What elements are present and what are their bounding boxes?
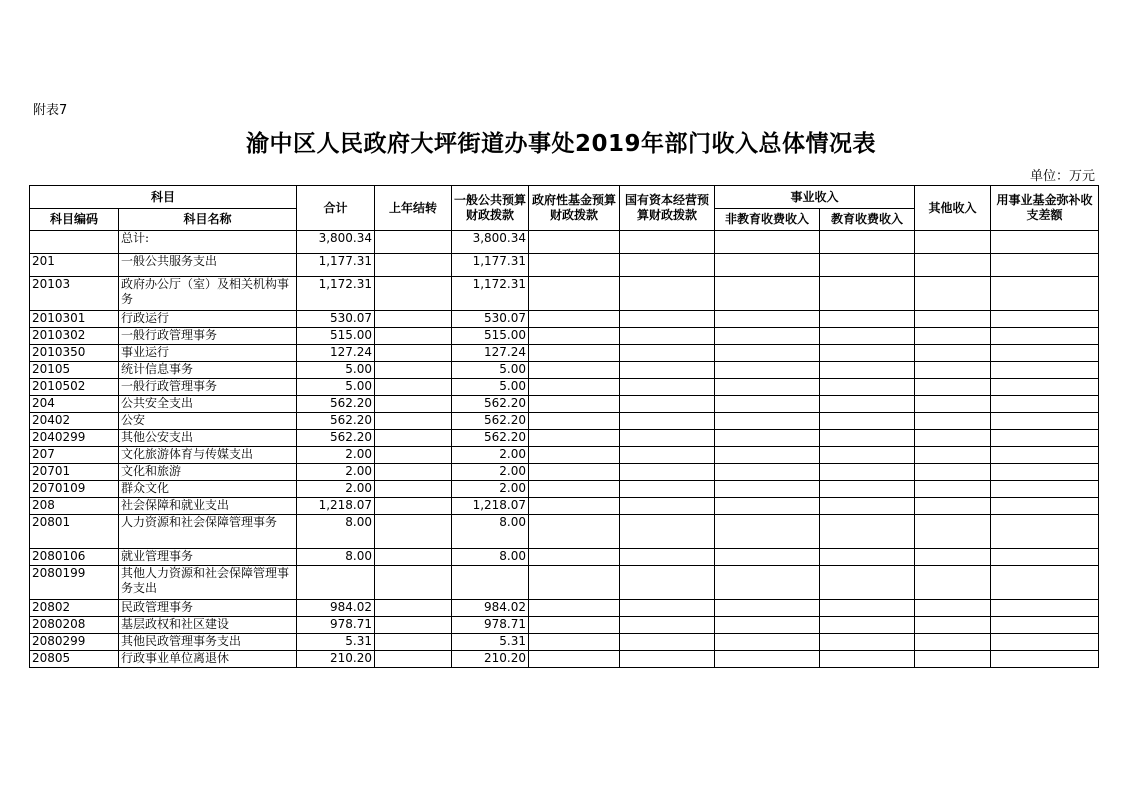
cell-non-edu-fee bbox=[715, 634, 820, 651]
table-row bbox=[30, 464, 1099, 481]
cell-other-income bbox=[915, 328, 991, 345]
cell-gov-fund bbox=[529, 549, 620, 566]
cell-general-budget: 515.00 bbox=[452, 328, 529, 345]
cell-state-capital bbox=[620, 345, 715, 362]
cell-subject-name: 总计: bbox=[119, 231, 297, 254]
cell-state-capital bbox=[620, 498, 715, 515]
cell-general-budget: 1,177.31 bbox=[452, 254, 529, 277]
cell-gov-fund bbox=[529, 515, 620, 549]
cell-non-edu-fee bbox=[715, 328, 820, 345]
cell-state-capital bbox=[620, 464, 715, 481]
cell-fund-offset bbox=[991, 231, 1099, 254]
header-business-income: 事业收入 bbox=[715, 186, 915, 209]
cell-edu-fee bbox=[820, 413, 915, 430]
cell-non-edu-fee bbox=[715, 600, 820, 617]
cell-other-income bbox=[915, 277, 991, 311]
cell-edu-fee bbox=[820, 231, 915, 254]
cell-state-capital bbox=[620, 231, 715, 254]
cell-total: 2.00 bbox=[297, 481, 375, 498]
cell-subject-code: 207 bbox=[30, 447, 119, 464]
cell-fund-offset bbox=[991, 651, 1099, 668]
cell-edu-fee bbox=[820, 634, 915, 651]
cell-other-income bbox=[915, 362, 991, 379]
cell-carryover bbox=[375, 617, 452, 634]
cell-total: 1,218.07 bbox=[297, 498, 375, 515]
cell-subject-code: 20105 bbox=[30, 362, 119, 379]
cell-other-income bbox=[915, 396, 991, 413]
cell-other-income bbox=[915, 481, 991, 498]
cell-carryover bbox=[375, 379, 452, 396]
cell-gov-fund bbox=[529, 566, 620, 600]
cell-fund-offset bbox=[991, 600, 1099, 617]
cell-subject-name: 公安 bbox=[119, 413, 297, 430]
cell-total: 3,800.34 bbox=[297, 231, 375, 254]
cell-fund-offset bbox=[991, 311, 1099, 328]
cell-gov-fund bbox=[529, 345, 620, 362]
cell-gov-fund bbox=[529, 277, 620, 311]
cell-subject-name: 其他公安支出 bbox=[119, 430, 297, 447]
cell-fund-offset bbox=[991, 379, 1099, 396]
cell-subject-name: 就业管理事务 bbox=[119, 549, 297, 566]
cell-fund-offset bbox=[991, 498, 1099, 515]
cell-total: 2.00 bbox=[297, 447, 375, 464]
cell-subject-name: 一般行政管理事务 bbox=[119, 328, 297, 345]
cell-state-capital bbox=[620, 600, 715, 617]
cell-general-budget: 2.00 bbox=[452, 447, 529, 464]
cell-gov-fund bbox=[529, 634, 620, 651]
cell-other-income bbox=[915, 464, 991, 481]
cell-state-capital bbox=[620, 277, 715, 311]
table-row bbox=[30, 430, 1099, 447]
cell-carryover bbox=[375, 634, 452, 651]
cell-other-income bbox=[915, 515, 991, 549]
cell-gov-fund bbox=[529, 328, 620, 345]
cell-state-capital bbox=[620, 413, 715, 430]
cell-subject-name: 统计信息事务 bbox=[119, 362, 297, 379]
table-row bbox=[30, 515, 1099, 549]
cell-total: 978.71 bbox=[297, 617, 375, 634]
cell-subject-name: 人力资源和社会保障管理事务 bbox=[119, 515, 297, 549]
cell-general-budget: 3,800.34 bbox=[452, 231, 529, 254]
cell-carryover bbox=[375, 345, 452, 362]
cell-carryover bbox=[375, 600, 452, 617]
cell-other-income bbox=[915, 498, 991, 515]
cell-gov-fund bbox=[529, 231, 620, 254]
cell-non-edu-fee bbox=[715, 515, 820, 549]
cell-other-income bbox=[915, 651, 991, 668]
cell-fund-offset bbox=[991, 481, 1099, 498]
cell-subject-code: 2080299 bbox=[30, 634, 119, 651]
cell-subject-name: 其他人力资源和社会保障管理事务支出 bbox=[119, 566, 297, 600]
cell-other-income bbox=[915, 634, 991, 651]
cell-subject-name: 行政事业单位离退休 bbox=[119, 651, 297, 668]
cell-subject-code: 20402 bbox=[30, 413, 119, 430]
cell-subject-code: 20801 bbox=[30, 515, 119, 549]
cell-subject-code bbox=[30, 231, 119, 254]
table-row bbox=[30, 396, 1099, 413]
table-row bbox=[30, 498, 1099, 515]
cell-state-capital bbox=[620, 549, 715, 566]
cell-subject-name: 文化旅游体育与传媒支出 bbox=[119, 447, 297, 464]
cell-subject-name: 文化和旅游 bbox=[119, 464, 297, 481]
cell-state-capital bbox=[620, 254, 715, 277]
cell-non-edu-fee bbox=[715, 396, 820, 413]
cell-carryover bbox=[375, 396, 452, 413]
header-subject-code: 科目编码 bbox=[30, 209, 119, 231]
cell-carryover bbox=[375, 515, 452, 549]
cell-gov-fund bbox=[529, 379, 620, 396]
cell-fund-offset bbox=[991, 515, 1099, 549]
header-non-edu-fee: 非教育收费收入 bbox=[715, 209, 820, 231]
cell-edu-fee bbox=[820, 481, 915, 498]
cell-carryover bbox=[375, 231, 452, 254]
cell-general-budget: 8.00 bbox=[452, 549, 529, 566]
cell-state-capital bbox=[620, 566, 715, 600]
cell-total: 1,172.31 bbox=[297, 277, 375, 311]
header-fund-offset: 用事业基金弥补收支差额 bbox=[991, 186, 1099, 231]
cell-subject-code: 2040299 bbox=[30, 430, 119, 447]
cell-total: 5.31 bbox=[297, 634, 375, 651]
cell-carryover bbox=[375, 413, 452, 430]
cell-state-capital bbox=[620, 634, 715, 651]
cell-general-budget: 2.00 bbox=[452, 464, 529, 481]
cell-fund-offset bbox=[991, 430, 1099, 447]
cell-non-edu-fee bbox=[715, 254, 820, 277]
cell-general-budget: 8.00 bbox=[452, 515, 529, 549]
cell-subject-code: 20701 bbox=[30, 464, 119, 481]
table-row bbox=[30, 413, 1099, 430]
cell-general-budget: 5.31 bbox=[452, 634, 529, 651]
cell-non-edu-fee bbox=[715, 498, 820, 515]
cell-general-budget: 978.71 bbox=[452, 617, 529, 634]
cell-subject-code: 201 bbox=[30, 254, 119, 277]
table-row bbox=[30, 549, 1099, 566]
cell-subject-code: 2080106 bbox=[30, 549, 119, 566]
cell-general-budget: 562.20 bbox=[452, 396, 529, 413]
table-row bbox=[30, 345, 1099, 362]
table-row bbox=[30, 617, 1099, 634]
cell-non-edu-fee bbox=[715, 651, 820, 668]
cell-carryover bbox=[375, 447, 452, 464]
cell-other-income bbox=[915, 254, 991, 277]
cell-fund-offset bbox=[991, 328, 1099, 345]
cell-edu-fee bbox=[820, 379, 915, 396]
cell-carryover bbox=[375, 254, 452, 277]
cell-total: 8.00 bbox=[297, 515, 375, 549]
cell-total: 127.24 bbox=[297, 345, 375, 362]
cell-carryover bbox=[375, 651, 452, 668]
cell-gov-fund bbox=[529, 481, 620, 498]
cell-non-edu-fee bbox=[715, 413, 820, 430]
cell-total: 210.20 bbox=[297, 651, 375, 668]
cell-total: 5.00 bbox=[297, 362, 375, 379]
cell-state-capital bbox=[620, 430, 715, 447]
cell-gov-fund bbox=[529, 430, 620, 447]
cell-non-edu-fee bbox=[715, 430, 820, 447]
cell-subject-name: 社会保障和就业支出 bbox=[119, 498, 297, 515]
cell-total: 984.02 bbox=[297, 600, 375, 617]
cell-subject-name: 一般行政管理事务 bbox=[119, 379, 297, 396]
table-row bbox=[30, 447, 1099, 464]
cell-edu-fee bbox=[820, 651, 915, 668]
cell-non-edu-fee bbox=[715, 447, 820, 464]
cell-edu-fee bbox=[820, 328, 915, 345]
cell-subject-code: 20805 bbox=[30, 651, 119, 668]
cell-other-income bbox=[915, 549, 991, 566]
page-title: 渝中区人民政府大坪街道办事处2019年部门收入总体情况表 bbox=[245, 131, 876, 157]
cell-total: 530.07 bbox=[297, 311, 375, 328]
cell-total: 5.00 bbox=[297, 379, 375, 396]
table-row bbox=[30, 651, 1099, 668]
cell-general-budget: 127.24 bbox=[452, 345, 529, 362]
cell-fund-offset bbox=[991, 396, 1099, 413]
cell-gov-fund bbox=[529, 254, 620, 277]
cell-carryover bbox=[375, 566, 452, 600]
cell-total: 8.00 bbox=[297, 549, 375, 566]
cell-gov-fund bbox=[529, 413, 620, 430]
table-row bbox=[30, 231, 1099, 254]
table-row bbox=[30, 277, 1099, 311]
cell-subject-code: 20103 bbox=[30, 277, 119, 311]
annex-label: 附表7 bbox=[33, 103, 68, 118]
cell-fund-offset bbox=[991, 413, 1099, 430]
table-row bbox=[30, 634, 1099, 651]
cell-state-capital bbox=[620, 617, 715, 634]
cell-non-edu-fee bbox=[715, 231, 820, 254]
cell-fund-offset bbox=[991, 362, 1099, 379]
cell-non-edu-fee bbox=[715, 362, 820, 379]
cell-edu-fee bbox=[820, 430, 915, 447]
cell-subject-code: 2080208 bbox=[30, 617, 119, 634]
table-row bbox=[30, 254, 1099, 277]
cell-subject-code: 2010302 bbox=[30, 328, 119, 345]
cell-state-capital bbox=[620, 651, 715, 668]
cell-total: 562.20 bbox=[297, 413, 375, 430]
cell-fund-offset bbox=[991, 566, 1099, 600]
table-header bbox=[30, 186, 1099, 231]
cell-fund-offset bbox=[991, 277, 1099, 311]
cell-other-income bbox=[915, 430, 991, 447]
cell-gov-fund bbox=[529, 447, 620, 464]
cell-other-income bbox=[915, 413, 991, 430]
cell-subject-name: 政府办公厅（室）及相关机构事务 bbox=[119, 277, 297, 311]
cell-carryover bbox=[375, 328, 452, 345]
cell-general-budget: 5.00 bbox=[452, 362, 529, 379]
cell-total: 1,177.31 bbox=[297, 254, 375, 277]
cell-fund-offset bbox=[991, 345, 1099, 362]
cell-general-budget: 5.00 bbox=[452, 379, 529, 396]
cell-subject-name: 行政运行 bbox=[119, 311, 297, 328]
cell-edu-fee bbox=[820, 396, 915, 413]
cell-carryover bbox=[375, 311, 452, 328]
cell-non-edu-fee bbox=[715, 464, 820, 481]
cell-subject-code: 2010502 bbox=[30, 379, 119, 396]
cell-non-edu-fee bbox=[715, 345, 820, 362]
cell-carryover bbox=[375, 362, 452, 379]
cell-edu-fee bbox=[820, 254, 915, 277]
cell-edu-fee bbox=[820, 345, 915, 362]
cell-total: 2.00 bbox=[297, 464, 375, 481]
cell-state-capital bbox=[620, 447, 715, 464]
cell-carryover bbox=[375, 481, 452, 498]
header-subject: 科目 bbox=[30, 186, 297, 209]
cell-carryover bbox=[375, 549, 452, 566]
cell-subject-code: 2010301 bbox=[30, 311, 119, 328]
cell-edu-fee bbox=[820, 311, 915, 328]
table-row bbox=[30, 311, 1099, 328]
cell-general-budget bbox=[452, 566, 529, 600]
cell-general-budget: 210.20 bbox=[452, 651, 529, 668]
cell-subject-name: 民政管理事务 bbox=[119, 600, 297, 617]
cell-fund-offset bbox=[991, 617, 1099, 634]
table-row bbox=[30, 362, 1099, 379]
cell-gov-fund bbox=[529, 617, 620, 634]
cell-state-capital bbox=[620, 396, 715, 413]
cell-edu-fee bbox=[820, 549, 915, 566]
header-general-budget: 一般公共预算财政拨款 bbox=[452, 186, 529, 231]
cell-subject-name: 事业运行 bbox=[119, 345, 297, 362]
cell-other-income bbox=[915, 311, 991, 328]
cell-fund-offset bbox=[991, 254, 1099, 277]
table-row bbox=[30, 600, 1099, 617]
cell-subject-name: 群众文化 bbox=[119, 481, 297, 498]
cell-state-capital bbox=[620, 515, 715, 549]
header-edu-fee: 教育收费收入 bbox=[820, 209, 915, 231]
table-row bbox=[30, 481, 1099, 498]
cell-other-income bbox=[915, 379, 991, 396]
cell-subject-code: 2080199 bbox=[30, 566, 119, 600]
cell-gov-fund bbox=[529, 600, 620, 617]
cell-gov-fund bbox=[529, 396, 620, 413]
header-gov-fund: 政府性基金预算财政拨款 bbox=[529, 186, 620, 231]
cell-state-capital bbox=[620, 311, 715, 328]
header-total: 合计 bbox=[297, 186, 375, 231]
cell-non-edu-fee bbox=[715, 566, 820, 600]
cell-fund-offset bbox=[991, 549, 1099, 566]
cell-subject-code: 20802 bbox=[30, 600, 119, 617]
cell-other-income bbox=[915, 447, 991, 464]
cell-other-income bbox=[915, 566, 991, 600]
cell-edu-fee bbox=[820, 447, 915, 464]
table-body bbox=[30, 231, 1099, 668]
header-subject-name: 科目名称 bbox=[119, 209, 297, 231]
table-row bbox=[30, 328, 1099, 345]
cell-total: 562.20 bbox=[297, 430, 375, 447]
cell-fund-offset bbox=[991, 634, 1099, 651]
cell-other-income bbox=[915, 231, 991, 254]
cell-non-edu-fee bbox=[715, 311, 820, 328]
cell-non-edu-fee bbox=[715, 379, 820, 396]
cell-subject-name: 一般公共服务支出 bbox=[119, 254, 297, 277]
cell-total bbox=[297, 566, 375, 600]
cell-edu-fee bbox=[820, 566, 915, 600]
cell-non-edu-fee bbox=[715, 617, 820, 634]
cell-total: 562.20 bbox=[297, 396, 375, 413]
cell-gov-fund bbox=[529, 651, 620, 668]
cell-edu-fee bbox=[820, 362, 915, 379]
cell-other-income bbox=[915, 345, 991, 362]
cell-general-budget: 1,218.07 bbox=[452, 498, 529, 515]
cell-state-capital bbox=[620, 379, 715, 396]
cell-state-capital bbox=[620, 362, 715, 379]
cell-total: 515.00 bbox=[297, 328, 375, 345]
header-state-capital: 国有资本经营预算财政拨款 bbox=[620, 186, 715, 231]
cell-subject-code: 208 bbox=[30, 498, 119, 515]
cell-state-capital bbox=[620, 481, 715, 498]
cell-subject-code: 2070109 bbox=[30, 481, 119, 498]
cell-general-budget: 984.02 bbox=[452, 600, 529, 617]
cell-edu-fee bbox=[820, 498, 915, 515]
cell-fund-offset bbox=[991, 464, 1099, 481]
header-other-income: 其他收入 bbox=[915, 186, 991, 231]
cell-gov-fund bbox=[529, 498, 620, 515]
cell-state-capital bbox=[620, 328, 715, 345]
income-table bbox=[29, 185, 1099, 668]
cell-subject-code: 2010350 bbox=[30, 345, 119, 362]
cell-gov-fund bbox=[529, 464, 620, 481]
cell-edu-fee bbox=[820, 617, 915, 634]
cell-edu-fee bbox=[820, 464, 915, 481]
unit-label: 单位：万元 bbox=[1029, 169, 1095, 184]
cell-general-budget: 562.20 bbox=[452, 413, 529, 430]
cell-carryover bbox=[375, 464, 452, 481]
cell-carryover bbox=[375, 430, 452, 447]
header-carryover: 上年结转 bbox=[375, 186, 452, 231]
table-row bbox=[30, 566, 1099, 600]
cell-general-budget: 562.20 bbox=[452, 430, 529, 447]
table-row bbox=[30, 379, 1099, 396]
cell-fund-offset bbox=[991, 447, 1099, 464]
cell-edu-fee bbox=[820, 515, 915, 549]
cell-gov-fund bbox=[529, 362, 620, 379]
cell-subject-name: 公共安全支出 bbox=[119, 396, 297, 413]
cell-other-income bbox=[915, 617, 991, 634]
cell-subject-name: 基层政权和社区建设 bbox=[119, 617, 297, 634]
cell-other-income bbox=[915, 600, 991, 617]
cell-edu-fee bbox=[820, 600, 915, 617]
cell-gov-fund bbox=[529, 311, 620, 328]
cell-non-edu-fee bbox=[715, 277, 820, 311]
cell-non-edu-fee bbox=[715, 549, 820, 566]
cell-carryover bbox=[375, 277, 452, 311]
cell-edu-fee bbox=[820, 277, 915, 311]
cell-general-budget: 1,172.31 bbox=[452, 277, 529, 311]
cell-carryover bbox=[375, 498, 452, 515]
cell-general-budget: 2.00 bbox=[452, 481, 529, 498]
cell-subject-code: 204 bbox=[30, 396, 119, 413]
cell-non-edu-fee bbox=[715, 481, 820, 498]
cell-general-budget: 530.07 bbox=[452, 311, 529, 328]
cell-subject-name: 其他民政管理事务支出 bbox=[119, 634, 297, 651]
